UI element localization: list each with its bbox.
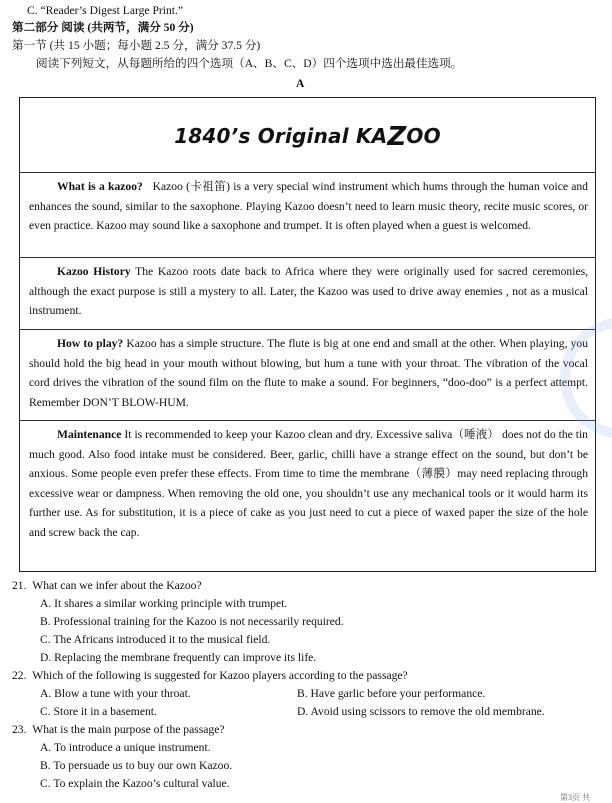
section-heading: Maintenance: [57, 428, 122, 441]
question-22: 22. Which of the following is suggested for Kazoo players according to the passage?: [12, 669, 408, 682]
passage-box: [19, 97, 596, 572]
previous-option-c: C. “Reader’s Digest Large Print.”: [27, 4, 184, 17]
q22-option-c[interactable]: C. Store it in a basement.: [40, 705, 157, 718]
section-title: 第一节 (共 15 小题；每小题 2.5 分，满分 37.5 分): [12, 39, 261, 52]
part-title: 第二部分 阅读 (共两节，满分 50 分): [12, 21, 194, 34]
section-maintenance: Maintenance It is recommended to keep your Kazoo clean and dry. Excessive saliva（唾液） does not do the tin much good. Also food intake must be considered. Beer, garlic, chilli have a strange effect on the sound, but don’t be anxious. Some people even prefer these effects. From time to time the membrane（薄膜）may need replacing through excessive wear or dampness. When removing the old one, you shouldn’t use any mechanical tools or it would harm its further use. As for substitution, it is a piece of cake as you just need to cut a piece of waxed paper the size of the hole and screw back the cap.: [29, 428, 589, 539]
question-21: 21. What can we infer about the Kazoo?: [12, 579, 202, 592]
instructions: 阅读下列短文，从每题所给的四个选项（A、B、C、D）四个选项中选出最佳选项。: [36, 57, 463, 70]
passage-title: 1840’s Original KAZOO: [174, 121, 441, 152]
q21-option-a[interactable]: A. It shares a similar working principle with trumpet.: [40, 597, 288, 610]
section-how-to-play: How to play? Kazoo has a simple structure. The flute is big at one end and small at the other. When playing, you should hold the big head in your mouth without blowing, but hum a tune with your throat. The vibration of the vocal cord drives the vibration of the sound film on the flute to make a sound. For beginners, “doo-doo” is a perfect attempt. Remember DON’T BLOW-HUM.: [20, 330, 595, 421]
passage-letter: A: [296, 77, 305, 90]
q22-option-d[interactable]: D. Avoid using scissors to remove the old membrane.: [297, 705, 545, 718]
section-heading: What is a kazoo?: [57, 180, 143, 193]
page-footer: 第3页 共: [560, 793, 590, 802]
q22-option-b[interactable]: B. Have garlic before your performance.: [297, 687, 486, 700]
passage-title-section: [20, 98, 595, 173]
q21-option-b[interactable]: B. Professional training for the Kazoo is not necessarily required.: [40, 615, 344, 628]
question-23: 23. What is the main purpose of the passage?: [12, 723, 225, 736]
q22-option-a[interactable]: A. Blow a tune with your throat.: [40, 687, 191, 700]
section-heading: Kazoo History: [57, 265, 131, 278]
section-what-is: What is a kazoo? Kazoo (卡祖笛) is a very special wind instrument which hums through the human voice and enhances the sound, similar to the saxophone. Playing Kazoo doesn’t need to learn music theory, recite music scores, or even practice. Kazoo may sound like a saxophone and trumpet. It is often played when a guest is welcomed.: [20, 173, 595, 258]
q21-option-c[interactable]: C. The Africans introduced it to the musical field.: [40, 633, 271, 646]
section-heading: How to play?: [57, 337, 124, 350]
q23-option-a[interactable]: A. To introduce a unique instrument.: [40, 741, 211, 754]
section-history: Kazoo History The Kazoo roots date back to Africa where they were originally used for sacred ceremonies, although the exact purpose is still a mystery to all. Later, the Kazoo was used to drive away enemies , not as a musical instrument.: [20, 258, 595, 330]
q23-option-c[interactable]: C. To explain the Kazoo’s cultural value.: [40, 777, 230, 790]
q23-option-b[interactable]: B. To persuade us to buy our own Kazoo.: [40, 759, 233, 772]
q21-option-d[interactable]: D. Replacing the membrane frequently can improve its life.: [40, 651, 317, 664]
